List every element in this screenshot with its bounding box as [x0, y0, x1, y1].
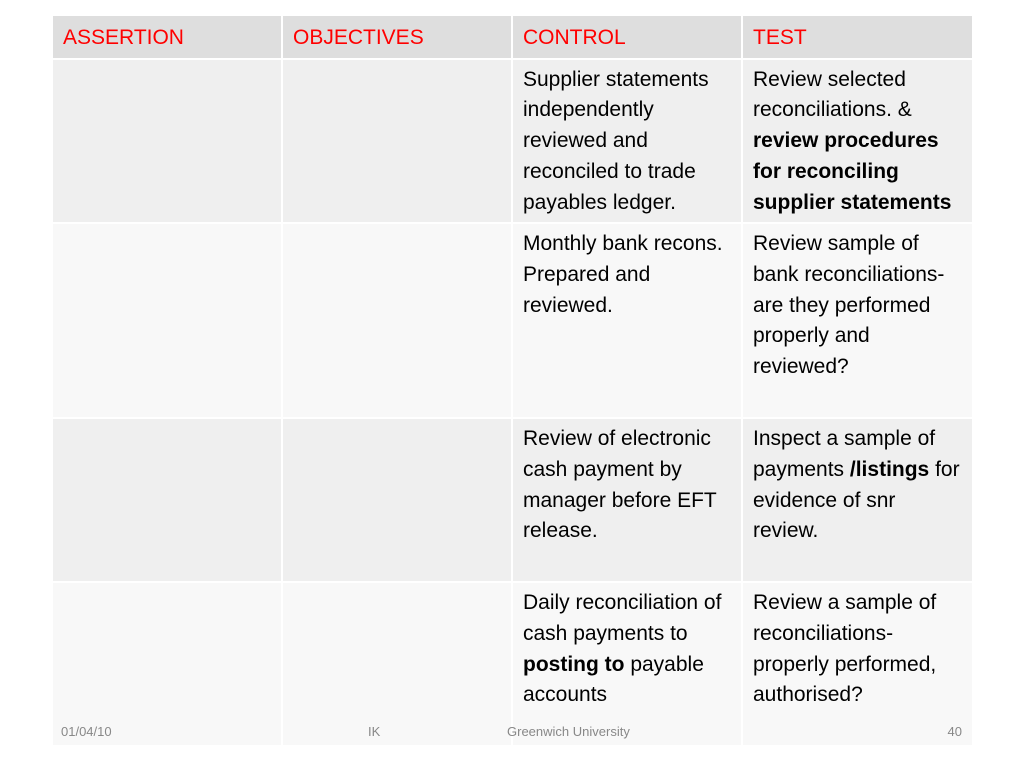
header-objectives: OBJECTIVES: [282, 15, 512, 59]
test-text: Review selected reconciliations. &: [753, 67, 912, 122]
objectives-cell: [282, 223, 512, 418]
header-control: CONTROL: [512, 15, 742, 59]
control-cell: [512, 582, 742, 746]
test-bold-text: review procedures for reconciling supplier statements: [753, 129, 952, 214]
assertion-cell: [52, 582, 282, 746]
table-row: [52, 223, 973, 418]
test-cell: Review sample of bank reconciliations-are they performed properly and reviewed?: [742, 223, 973, 418]
control-bold-text: posting to: [523, 652, 625, 676]
header-assertion: ASSERTION: [52, 15, 282, 59]
assertion-cell: [52, 418, 282, 582]
slide-number: 40: [947, 724, 962, 739]
footer-author: IK: [368, 724, 381, 739]
footer-date: 01/04/10: [61, 724, 112, 739]
control-cell: Supplier statements independently reviewed and reconciled to trade payables ledger.: [512, 59, 742, 224]
table-header-row: [52, 15, 973, 59]
control-text-continued: payable accounts: [523, 652, 704, 707]
audit-controls-table: [51, 14, 974, 747]
objectives-cell: [282, 59, 512, 224]
objectives-cell: [282, 418, 512, 582]
test-bold-text: /listings: [849, 457, 930, 481]
control-text: Daily reconciliation of cash payments to: [523, 591, 722, 645]
test-text-continued: for evidence of snr review.: [753, 457, 960, 543]
control-cell: Review of electronic cash payment by manager before EFT release.: [512, 418, 742, 582]
table-row: [52, 582, 973, 746]
header-test: TEST: [742, 15, 973, 59]
test-text: Inspect a sample of payments: [753, 427, 936, 481]
control-cell: Monthly bank recons. Prepared and reviewed.: [512, 223, 742, 418]
test-cell: Review a sample of reconciliations-properly performed, authorised?: [742, 582, 973, 746]
footer-organization: Greenwich University: [507, 724, 630, 739]
assertion-cell: [52, 223, 282, 418]
objectives-cell: [282, 582, 512, 746]
table-row: [52, 59, 973, 224]
test-cell: [742, 59, 973, 224]
table-row: [52, 418, 973, 582]
test-cell: [742, 418, 973, 582]
assertion-cell: [52, 59, 282, 224]
